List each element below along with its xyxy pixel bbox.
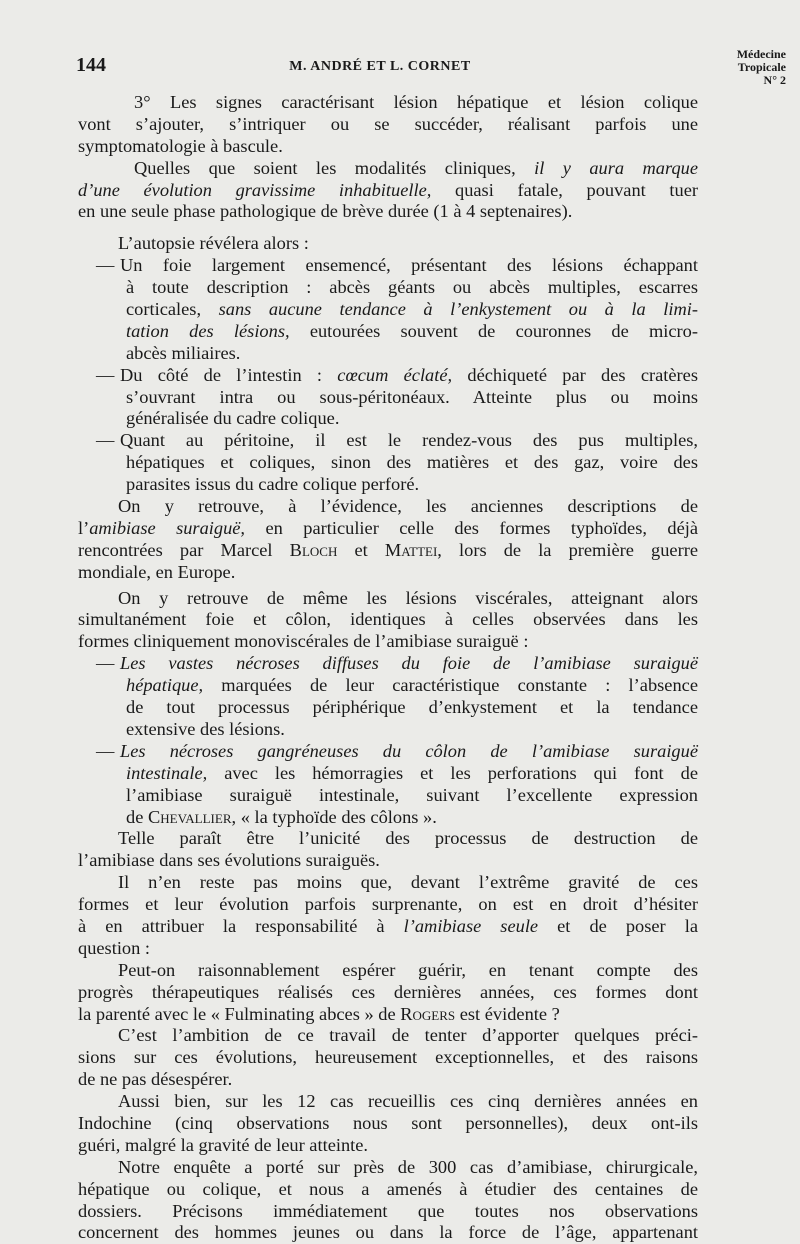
- list-item-line: corticales, sans aucune tendance à l’enkystement ou à la limi-: [126, 299, 698, 320]
- text-line: Indochine (cinq observations nous sont personnelles), deux ont-ils: [78, 1112, 698, 1133]
- journal-line-1: Médecine: [736, 47, 786, 61]
- text-line: Notre enquête a porté sur près de 300 cas d’amibiase, chirurgicale,: [118, 1156, 698, 1177]
- text-line: l’amibiase dans ses évolutions suraiguës.: [78, 850, 380, 871]
- text-line: en une seule phase pathologique de brève durée (1 à 4 septenaires).: [78, 201, 573, 222]
- journal-line-2: Tropicale: [737, 60, 786, 74]
- list-item-line: s’ouvrant intra ou sous-péritonéaux. Atteinte plus ou moins: [126, 386, 698, 407]
- text-line: guéri, malgré la gravité de leur atteinte.: [78, 1134, 369, 1155]
- text-line: dossiers. Précisons immédiatement que toutes nos observations: [78, 1200, 698, 1221]
- list-item-line: extensive des lésions.: [126, 718, 285, 739]
- text-line: simultanément foie et côlon, identiques à celles observées dans les: [78, 609, 698, 630]
- text-line: progrès thérapeutiques réalisés ces dernières années, ces formes dont: [78, 981, 698, 1002]
- text-line: vont s’ajouter, s’intriquer ou se succéder, réalisant parfois une: [78, 113, 698, 134]
- text-line: Aussi bien, sur les 12 cas recueillis ces cinq dernières années en: [118, 1091, 698, 1112]
- text-line: Peut-on raisonnablement espérer guérir, en tenant compte des: [118, 959, 698, 980]
- text-line: 3° Les signes caractérisant lésion hépatique et lésion colique: [134, 92, 698, 112]
- text-line: L’autopsie révélera alors :: [118, 233, 309, 254]
- running-header-authors: M. ANDRÉ ET L. CORNET: [289, 59, 471, 74]
- text-line: concernent des hommes jeunes ou dans la force de l’âge, appartenant: [78, 1222, 698, 1243]
- list-item-line: — Les vastes nécroses diffuses du foie de l’amibiase suraiguë: [96, 653, 698, 674]
- text-line: hépatique ou colique, et nous a amenés à étudier des centaines de: [78, 1178, 698, 1199]
- list-item-line: de tout processus périphérique d’enkystement et la tendance: [126, 697, 698, 718]
- text-line: Quelles que soient les modalités cliniques, il y aura marque: [134, 157, 698, 178]
- text-line: mondiale, en Europe.: [78, 561, 236, 582]
- text-line: rencontrées par Marcel Bloch et Mattei, lors de la première guerre: [78, 539, 699, 560]
- text-line: d’une évolution gravissime inhabituelle, quasi fatale, pouvant tuer: [78, 179, 698, 200]
- list-item-line: généralisée du cadre colique.: [126, 408, 340, 429]
- list-item-line: de Chevallier, « la typhoïde des côlons ».: [126, 806, 437, 827]
- journal-label: [737, 48, 786, 87]
- text-line: la parenté avec le « Fulminating abces » de Rogers est évidente ?: [78, 1003, 560, 1024]
- text-line: Il n’en reste pas moins que, devant l’extrême gravité de ces: [118, 872, 698, 893]
- body-text: [78, 92, 698, 1244]
- page-number: 144: [76, 54, 106, 76]
- text-line: Telle paraît être l’unicité des processus de destruction de: [118, 828, 698, 849]
- list-item-line: intestinale, avec les hémorragies et les perforations qui font de: [126, 762, 698, 783]
- list-item-line: abcès miliaires.: [126, 342, 241, 363]
- text-line: question :: [78, 937, 151, 958]
- list-item-line: — Quant au péritoine, il est le rendez-vous des pus multiples,: [96, 430, 698, 451]
- text-line: On y retrouve, à l’évidence, les anciennes descriptions de: [118, 496, 698, 517]
- list-item-line: — Du côté de l’intestin : cœcum éclaté, déchiqueté par des cratères: [96, 364, 698, 385]
- text-line: formes cliniquement monoviscérales de l’amibiase suraiguë :: [78, 631, 529, 652]
- text-line: symptomatologie à bascule.: [78, 135, 283, 156]
- text-line: formes et leur évolution parfois surprenante, on est en droit d’hésiter: [78, 894, 698, 915]
- list-item-line: parasites issus du cadre colique perforé.: [126, 474, 420, 495]
- list-item-line: l’amibiase suraiguë intestinale, suivant l’excellente expression: [126, 784, 698, 805]
- list-item-line: tation des lésions, eutourées souvent de couronnes de micro-: [126, 320, 698, 341]
- journal-line-3: N° 2: [763, 73, 786, 87]
- list-item-line: hépatique, marquées de leur caractéristique constante : l’absence: [126, 675, 698, 696]
- list-item-line: — Les nécroses gangréneuses du côlon de l’amibiase suraiguë: [96, 740, 698, 761]
- text-line: de ne pas désespérer.: [78, 1069, 233, 1090]
- text-line: l’amibiase suraiguë, en particulier celle des formes typhoïdes, déjà: [78, 517, 699, 538]
- text-line: à en attribuer la responsabilité à l’amibiase seule et de poser la: [78, 915, 698, 936]
- text-line: sions sur ces évolutions, heureusement exceptionnelles, et des raisons: [78, 1047, 698, 1068]
- list-item-line: — Un foie largement ensemencé, présentant des lésions échappant: [96, 255, 698, 276]
- list-item-line: à toute description : abcès géants ou abcès multiples, escarres: [126, 277, 698, 298]
- text-line: C’est l’ambition de ce travail de tenter d’apporter quelques préci-: [118, 1025, 698, 1046]
- list-item-line: hépatiques et coliques, sinon des matières et des gaz, voire des: [126, 452, 698, 473]
- text-line: On y retrouve de même les lésions viscérales, atteignant alors: [118, 587, 698, 608]
